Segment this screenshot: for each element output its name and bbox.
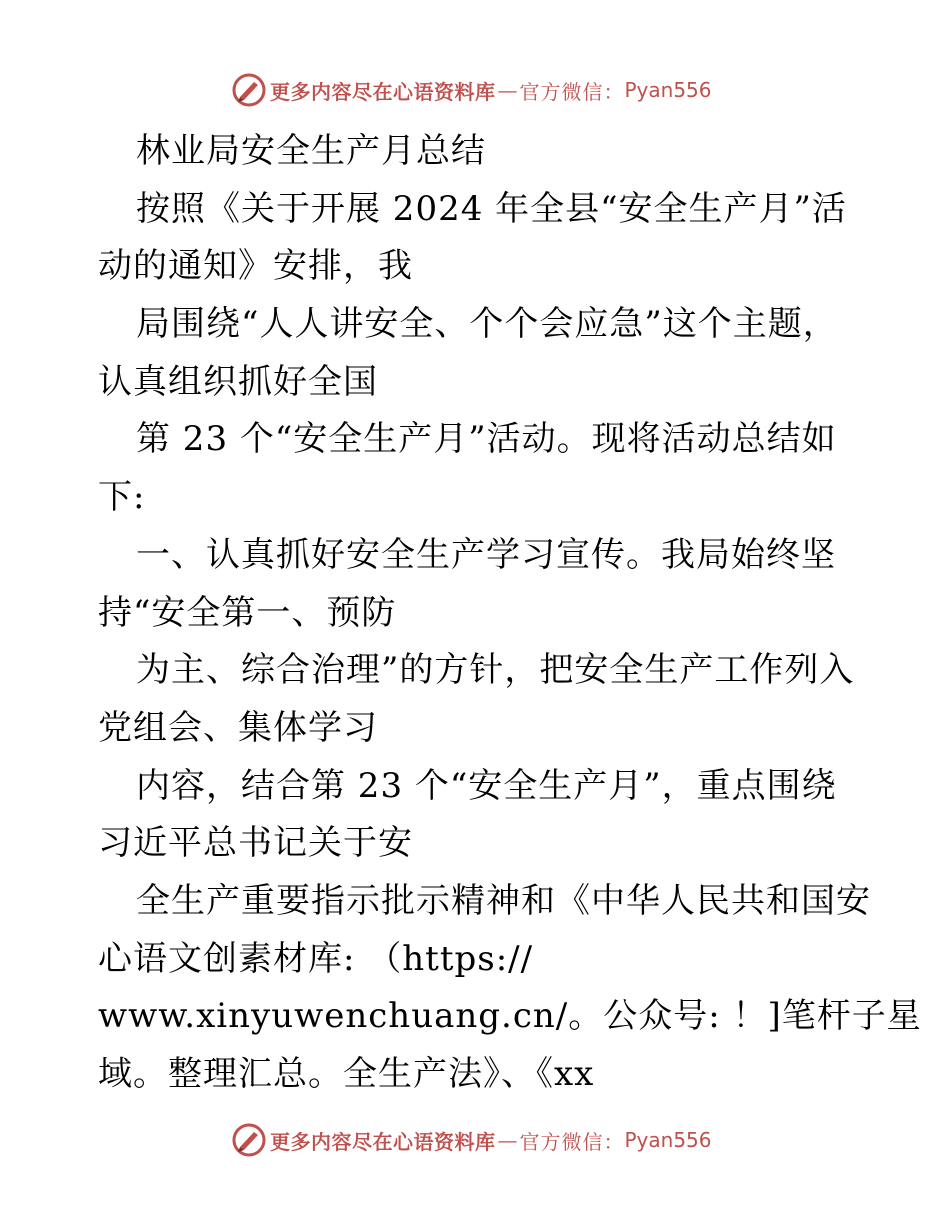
header-wechat-label: 官方微信： xyxy=(519,79,625,104)
pen-logo-icon xyxy=(232,1123,266,1157)
text-line: www.xinyuwenchuang.cn/。公众号: ！]笔杆子星 xyxy=(98,996,922,1037)
text-line: 下: xyxy=(98,477,146,518)
document-body xyxy=(98,123,922,1104)
text-line: 认真组织抓好全国 xyxy=(98,361,378,402)
section-heading-line: 一、认真抓好安全生产学习宣传。我局始终坚 xyxy=(136,534,836,575)
text-line: 局围绕“人人讲安全、个个会应急”这个主题， xyxy=(136,304,838,345)
header-banner-dash: — xyxy=(497,78,518,102)
footer-banner xyxy=(232,1120,722,1160)
footer-banner-text: 更多内容尽在心语资料库 xyxy=(270,1129,496,1154)
document-title: 林业局安全生产月总结 xyxy=(136,131,486,171)
footer-banner-dash: — xyxy=(497,1128,518,1152)
text-line: 内容，结合第 23 个“安全生产月”，重点围绕 xyxy=(136,765,837,806)
header-wechat-id: Pyan556 xyxy=(624,78,712,102)
footer-wechat-label: 官方微信： xyxy=(519,1129,625,1154)
text-line: 动的通知》安排，我 xyxy=(98,246,413,287)
text-line: 全生产重要指示批示精神和《中华人民共和国安 xyxy=(136,880,871,921)
text-line: 按照《关于开展 2024 年全县“安全生产月”活 xyxy=(136,188,847,229)
text-line: 为主、综合治理”的方针，把安全生产工作列入 xyxy=(136,650,855,691)
text-line: 域。整理汇总。全生产法》、《xx xyxy=(98,1054,595,1094)
text-line: 持“安全第一、预防 xyxy=(98,592,397,633)
header-banner-text: 更多内容尽在心语资料库 xyxy=(270,79,496,104)
pen-logo-icon xyxy=(232,73,266,107)
text-line: 党组会、集体学习 xyxy=(98,707,378,748)
header-banner xyxy=(232,70,722,110)
footer-wechat-id: Pyan556 xyxy=(624,1128,712,1152)
text-line: 心语文创素材库: （https:// xyxy=(98,938,534,979)
text-line: 习近平总书记关于安 xyxy=(98,823,413,864)
text-line: 第 23 个“安全生产月”活动。现将活动总结如 xyxy=(136,419,837,460)
